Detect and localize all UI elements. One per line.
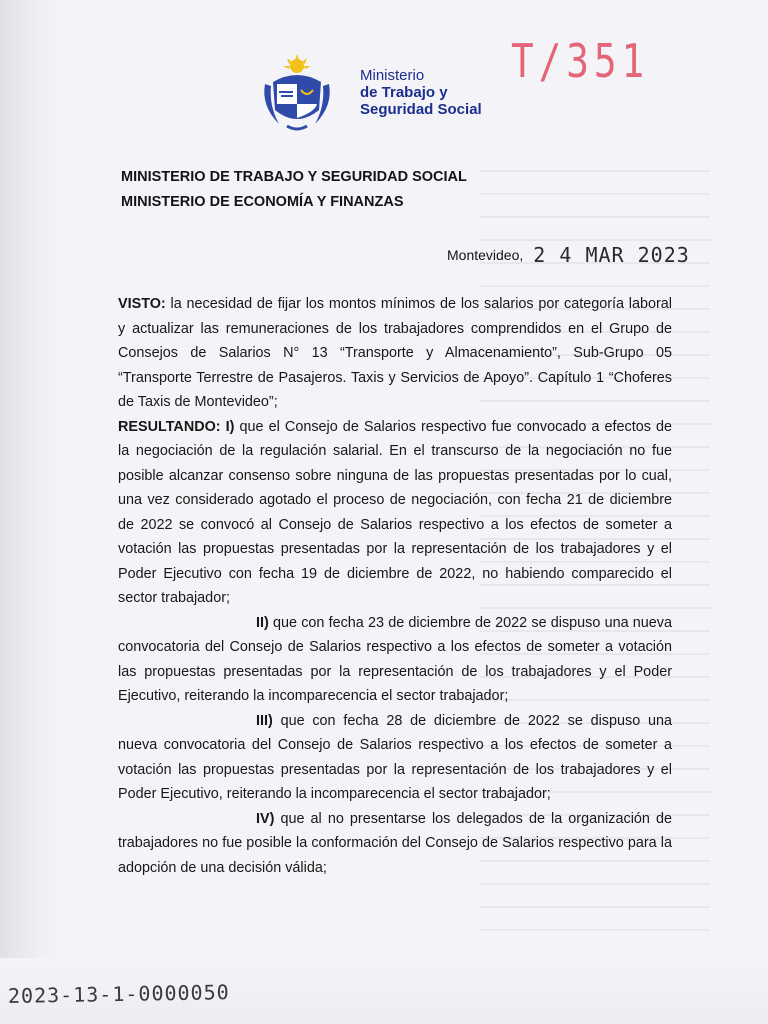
logo-line-1: Ministerio [360,67,425,84]
document-body [118,292,672,880]
date-stamp: 2 4 MAR 2023 [533,243,690,267]
logo-line-2: de Trabajo y [360,84,448,101]
visto-label: VISTO: [118,296,166,312]
resultando-i-label: I) [220,418,235,435]
visto-text: la necesidad de fijar los montos mínimos de los salarios por categoría laboral y actualizar las remuneraciones de los trabajadores comprendidos en el Grupo de Consejos de Salarios N° 13 “Transporte y Almacenamiento”, Sub-Grupo 05 “Transporte Terrestre de Pasajeros. Taxis y Servicios de Apoyo”. Capítulo 1 “Choferes de Taxis de Montevideo”; [118,296,672,410]
handwritten-reference: 2023-13-1-0000050 [7,980,230,1008]
resultando-iii-label: III) [256,712,273,729]
place-and-date [447,243,690,267]
uruguay-coat-of-arms-icon [259,54,335,134]
resultando-iv-label: IV) [256,810,275,827]
resultando-label: RESULTANDO: [118,418,221,435]
resultando-ii-paragraph [118,611,672,709]
resultando-iv-text: que al no presentarse los delegados de la organización de trabajadores no fue posible la conformación del Consejo de Salarios respectivo para la adopción de una decisión válida; [118,810,672,876]
resultando-ii-text: que con fecha 23 de diciembre de 2022 se dispuso una nueva convocatoria del Consejo de Salarios respectivo a los efectos de someter a votación las propuestas presentadas por la representación de los trabajadores y el Poder Ejecutivo, reiterando la incomparecencia el sector trabajador; [118,614,672,704]
resultando-iv-paragraph [118,807,672,881]
place-label: Montevideo, [447,247,524,263]
ministry-logo-text [360,67,520,118]
resultando-i-text: que el Consejo de Salarios respectivo fue convocado a efectos de la negociación de la regulación salarial. En el transcurso de la negociación no fue posible alcanzar consenso sobre ninguna de las propuestas presentadas por lo cual, una vez considerado agotado el proceso de negociación, con fecha 21 de diciembre de 2022 se convocó al Consejo de Salarios respectivo a los efectos de someter a votación las propuestas presentadas por la representación de los trabajadores y el Poder Ejecutivo con fecha 19 de diciembre de 2022, no habiendo comparecido el sector trabajador; [118,418,672,606]
logo-line-3: Seguridad Social [360,101,482,118]
resultando-i-paragraph [118,415,672,611]
scan-edge-shadow [0,0,58,1024]
resultando-ii-label: II) [256,614,269,631]
visto-paragraph [118,292,672,415]
resultando-iii-text: que con fecha 28 de diciembre de 2022 se dispuso una nueva convocatoria del Consejo de Salarios respectivo a los efectos de someter a votación las propuestas presentadas por la representación de los trabajadores y el Poder Ejecutivo, reiterando la incomparecencia el sector trabajador; [118,712,672,802]
heading-mef: MINISTERIO DE ECONOMÍA Y FINANZAS [121,194,404,210]
heading-mtss: MINISTERIO DE TRABAJO Y SEGURIDAD SOCIAL [121,169,467,185]
stamp-number: T/351 [511,34,650,88]
resultando-iii-paragraph [118,709,672,807]
